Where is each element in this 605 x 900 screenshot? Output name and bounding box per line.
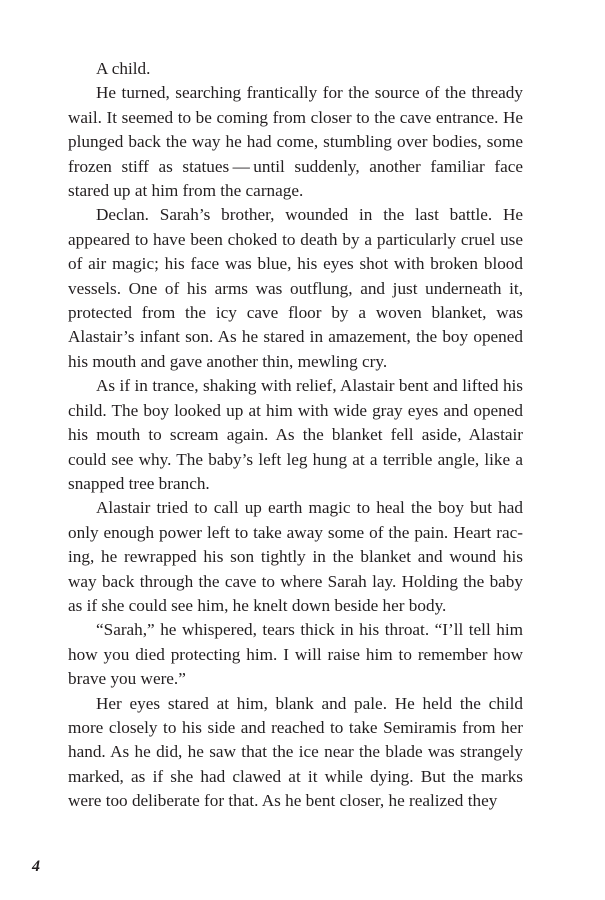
paragraph: He turned, searching frantically for the source of the thready wail. It seemed to be coming from closer to the cave entrance. He plunged back the way he had come, stumbling over bodies, some frozen stiff as statues — until suddenly, another familiar face stared up at him from the carnage. (68, 83, 523, 201)
paragraph: A child. (96, 59, 151, 78)
paragraph: Her eyes stared at him, blank and pale. He held the child more closely to his side and reached to take Semiramis from her hand. As he did, he saw that the ice near the blade was strangely marked, as if she had clawed at it while dying. But the marks were too deliberate for that. As he bent closer, he realized they (68, 693, 523, 811)
paragraph: “Sarah,” he whispered, tears thick in his throat. “I’ll tell him how you died protecting him. I will raise him to remember how brave you were.” (68, 620, 523, 689)
page-number: 4 (32, 858, 40, 875)
paragraph: Alastair tried to call up earth magic to heal the boy but had only enough power left to take away some of the pain. Heart racing, he rewrapped his son tightly in the blanket and wound his way back through the cave to where Sarah lay. Holding the baby as if she could see him, he knelt down beside her body. (68, 498, 523, 615)
paragraph: As if in trance, shaking with relief, Alastair bent and lifted his child. The boy looked up at him with wide gray eyes and opened his mouth to scream again. As the blanket fell aside, Alastair could see why. The baby’s left leg hung at a terrible angle, like a snapped tree branch. (68, 376, 523, 493)
paragraph: Declan. Sarah’s brother, wounded in the last battle. He appeared to have been choked to death by a particularly cruel use of air magic; his face was blue, his eyes shot with broken blood vessels. One of his arms was outflung, and just underneath it, protected from the icy cave floor by a woven blanket, was Alastair’s infant son. As he stared in amazement, the boy opened his mouth and gave another thin, mewling cry. (68, 205, 523, 371)
body-text (68, 57, 523, 814)
